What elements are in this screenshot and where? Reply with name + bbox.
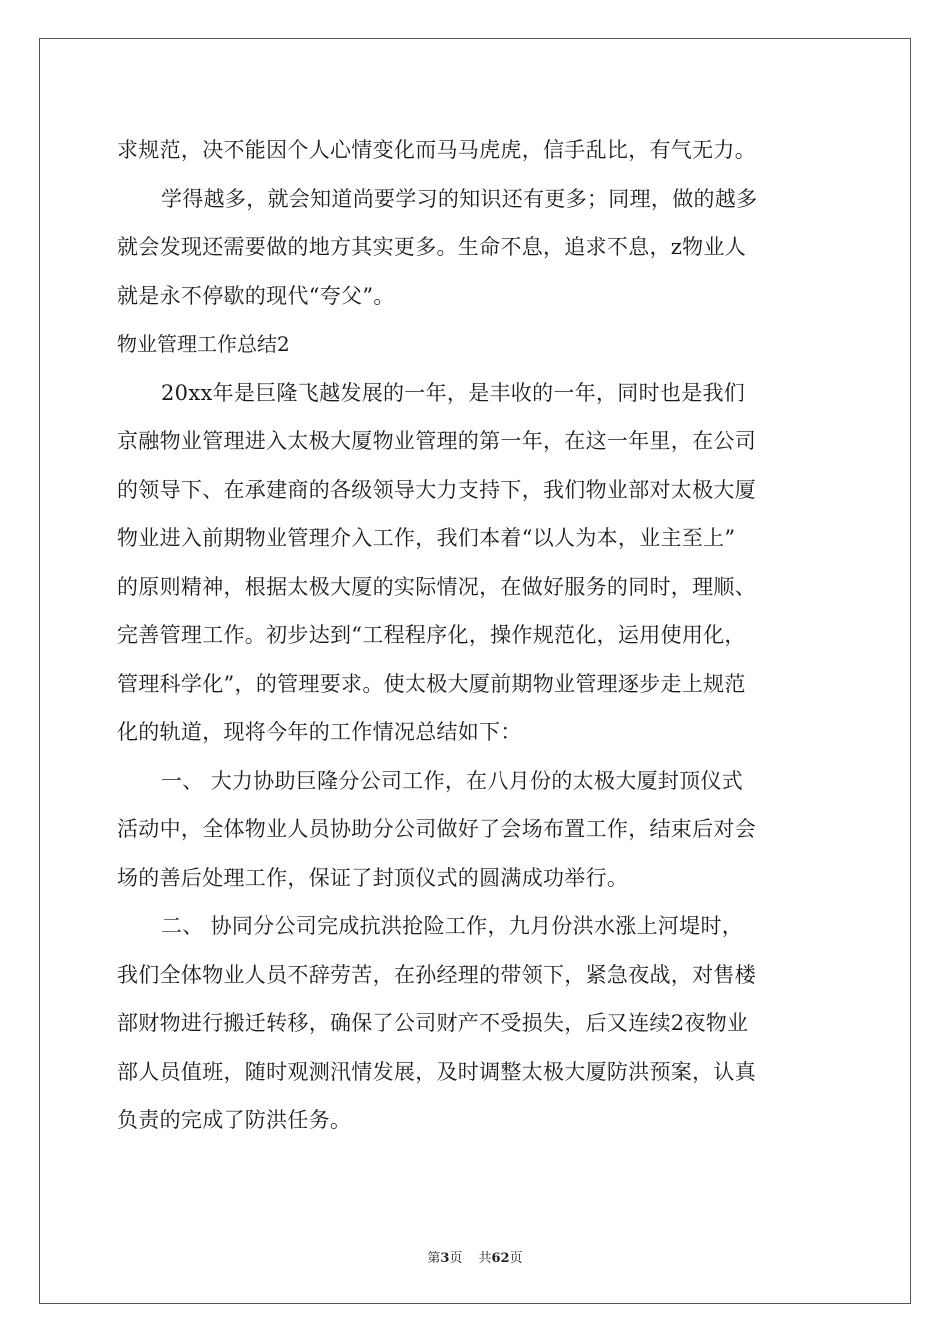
text-line: 完善管理工作。初步达到“工程程序化，操作规范化，运用使用化， xyxy=(117,623,746,647)
page-number-prefix: 第 xyxy=(427,1251,441,1266)
text-line: 负责的完成了防洪任务。 xyxy=(117,1108,352,1132)
text-line: 场的善后处理工作，保证了封顶仪式的圆满成功举行。 xyxy=(117,865,629,890)
page-total-suffix: 页 xyxy=(509,1251,523,1266)
paragraph-start-line: 20xx年是巨隆飞越发展的一年，是丰收的一年，同时也是我们 xyxy=(161,380,746,405)
page-total-prefix: 共 xyxy=(478,1251,492,1266)
text-line: 求规范，决不能因个人心情变化而马马虎虎，信手乱比，有气无力。 xyxy=(117,138,756,162)
text-line: 管理科学化”，的管理要求。使太极大厦前期物业管理逐步走上规范 xyxy=(117,671,746,696)
text-line: 化的轨道，现将今年的工作情况总结如下： xyxy=(117,720,522,744)
section-heading: 物业管理工作总结2 xyxy=(117,332,290,356)
paragraph-start-line: 二、 协同分公司完成抗洪抢险工作，九月份洪水涨上河堤时， xyxy=(161,914,744,938)
text-line: 就是永不停歇的现代“夸父”。 xyxy=(117,283,395,308)
text-line: 物业进入前期物业管理介入工作，我们本着“以人为本，业主至上” xyxy=(117,526,736,550)
page-number-suffix: 页 xyxy=(449,1251,463,1266)
page-number-current: 3 xyxy=(440,1251,450,1266)
document-body xyxy=(117,126,837,1145)
paragraph-start-line: 一、 大力协助巨隆分公司工作，在八月份的太极大厦封顶仪式 xyxy=(161,768,744,793)
text-line: 部财物进行搬迁转移，确保了公司财产不受损失，后又连续2夜物业 xyxy=(117,1011,749,1035)
text-line: 的领导下、在承建商的各级领导大力支持下，我们物业部对太极大厦 xyxy=(117,477,756,502)
page-footer xyxy=(0,1247,950,1266)
paragraph-start-line: 学得越多，就会知道尚要学习的知识还有更多；同理，做的越多 xyxy=(161,186,758,211)
text-line: 的原则精神，根据太极大厦的实际情况，在做好服务的同时，理顺、 xyxy=(117,574,756,599)
text-line: 京融物业管理进入太极大厦物业管理的第一年，在这一年里，在公司 xyxy=(117,429,756,453)
text-line: 部人员值班，随时观测汛情发展，及时调整太极大厦防洪预案，认真 xyxy=(117,1059,756,1084)
text-line: 我们全体物业人员不辞劳苦，在孙经理的带领下，紧急夜战，对售楼 xyxy=(117,962,756,987)
page-number-total: 62 xyxy=(491,1251,510,1266)
text-line: 活动中，全体物业人员协助分公司做好了会场布置工作，结束后对会 xyxy=(117,817,756,841)
text-line: 就会发现还需要做的地方其实更多。生命不息，追求不息，z物业人 xyxy=(117,235,747,259)
